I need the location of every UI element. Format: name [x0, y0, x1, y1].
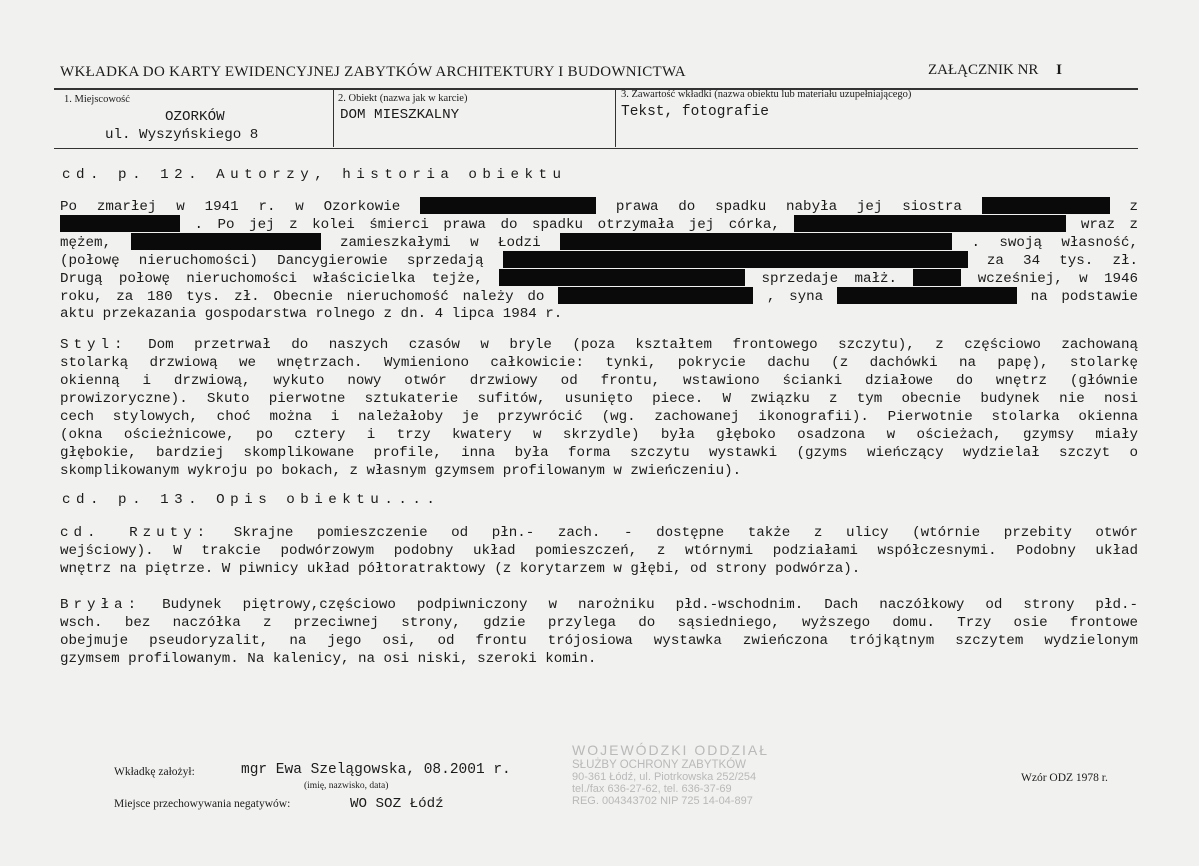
document-title: WKŁADKA DO KARTY EWIDENCYJNEJ ZABYTKÓW ARCHITEKTURY I BUDOWNICTWA	[60, 64, 686, 80]
redaction	[558, 287, 753, 304]
style-line-2: stolarką drzwiową we wnętrzach. Wymieniono całkowicie: tynki, pokrycie dachu (z dachówki na papę), stolarkę	[60, 355, 1138, 371]
history-line-4: (połowę nieruchomości) Dancygierowie sprzedają za 34 tys. zł.	[60, 253, 1138, 269]
annex-number: I	[1056, 62, 1062, 78]
redaction	[131, 233, 321, 250]
history-line-2: . Po jej z kolei śmierci prawa do spadku otrzymała jej córka, wraz z	[60, 215, 1138, 233]
redaction	[913, 269, 961, 286]
redaction	[420, 197, 596, 214]
mass-line-4: gzymsem profilowanym. Na kalenicy, na osi niski, szeroki komin.	[60, 651, 597, 667]
stamp-line-3: 90-361 Łódź, ul. Piotrkowska 252/254	[572, 771, 757, 783]
redaction	[837, 287, 1017, 304]
history-line-3: mężem, zamieszkałymi w Łodzi . swoją własność,	[60, 235, 1139, 251]
style-line-1: Styl: Dom przetrwał do naszych czasów w bryle (poza kształtem frontowego szczytu), z częściowo zachowaną	[60, 337, 1138, 353]
stamp-line-2: SŁUŻBY OCHRONY ZABYTKÓW	[572, 759, 747, 771]
plans-line-3: wnętrz na piętrze. W piwnicy układ półtoratraktowy (z korytarzem w głębi, od strony podwórza).	[60, 561, 861, 577]
history-heading: cd. p. 12. Autorzy, historia obiektu	[62, 167, 567, 183]
field-divider-2	[615, 89, 616, 147]
author-label: Wkładkę założył:	[114, 766, 195, 778]
history-line-6: roku, za 180 tys. zł. Obecnie nieruchomość należy do , syna na podstawie	[60, 289, 1139, 305]
style-line-4: prowizoryczne). Skuto pierwotne sztukaterie sufitów, usunięto piece. W związku z tym obecnie budynek nie nosi	[60, 391, 1138, 407]
office-stamp	[572, 742, 769, 807]
history-paragraph	[60, 197, 1138, 323]
locality-label: 1. Miejscowość	[64, 94, 130, 105]
fields-bottom-rule	[54, 148, 1138, 149]
mass-label: Bryła:	[60, 597, 142, 613]
field-divider-1	[333, 89, 334, 147]
history-line-7: aktu przekazania gospodarstwa rolnego z dn. 4 lipca 1984 r.	[60, 306, 563, 322]
street-value: ul. Wyszyńskiego 8	[105, 127, 259, 143]
redaction	[982, 197, 1110, 214]
negatives-label: Miejsce przechowywania negatywów:	[114, 798, 291, 810]
plans-label: cd. Rzuty:	[60, 525, 211, 541]
redaction	[560, 233, 952, 250]
history-line-1: Po zmarłej w 1941 r. w Ozorkowie prawa do spadku nabyła jej siostra z	[60, 199, 1139, 215]
form-model: Wzór ODZ 1978 r.	[1021, 772, 1108, 784]
mass-line-1: Bryła: Budynek piętrowy,częściowo podpiwniczony w narożniku płd.-wschodnim. Dach naczółkowy od strony płd.-	[60, 597, 1138, 613]
header-top-rule	[54, 88, 1138, 90]
plans-line-2: wejściowy). W trakcie podwórzowym podobny układ pomieszczeń, z wtórnymi podziałami współczesnymi. Podobny układ	[60, 543, 1138, 559]
mass-line-2: wsch. bez naczółka z przeciwnej strony, gdzie przylega do sąsiedniego, wyższego domu. Trzy osie frontowe	[60, 615, 1138, 631]
negatives-value: WO SOZ Łódź	[350, 796, 444, 812]
plans-paragraph	[60, 524, 1138, 578]
style-line-5: cech stylowych, choć można i należałoby je przywrócić (wg. zachowanej ikonografii). Pierwotnie stolarka okienna	[60, 409, 1138, 425]
annex-label	[928, 62, 1062, 79]
stamp-line-5: REG. 004343702 NIP 725 14-04-897	[572, 795, 753, 807]
redaction	[503, 251, 968, 268]
locality-value: OZORKÓW	[165, 109, 225, 125]
stamp-line-1: WOJEWÓDZKI ODDZIAŁ	[572, 742, 769, 758]
content-value: Tekst, fotografie	[621, 104, 769, 120]
style-line-3: okienną i drzwiową, wykuto nowy otwór drzwiowy od frontu, wstawiono ścianki działowe do wnętrz (głównie	[60, 373, 1138, 389]
author-caption: (imię, nazwisko, data)	[304, 781, 389, 791]
redaction	[499, 269, 745, 286]
annex-label-text: ZAŁĄCZNIK NR	[928, 62, 1039, 78]
content-label: 3. Zawartość wkładki (nazwa obiektu lub materiału uzupełniającego)	[621, 89, 912, 100]
mass-paragraph	[60, 596, 1138, 668]
plans-line-1: cd. Rzuty: Skrajne pomieszczenie od płn.- zach. - dostępne także z ulicy (wtórnie przebity otwór	[60, 525, 1138, 541]
style-line-8: skomplikowanym wykroju po bokach, z własnym gzymsem profilowanym w zwieńczeniu).	[60, 463, 742, 479]
style-paragraph	[60, 336, 1138, 480]
style-line-6: (okna ościeżnicowe, po cztery i trzy kwatery w skrzydle) była głęboko osadzona w ościeżach, gzymsy miały	[60, 427, 1138, 443]
author-value: mgr Ewa Szelągowska, 08.2001 r.	[241, 762, 511, 778]
style-line-7: głębokie, bardziej skomplikowane profile, inna była forma szczytu wystawki (gzyms wieńczący wydzielał szczyt o	[60, 445, 1138, 461]
description-heading: cd. p. 13. Opis obiektu....	[62, 492, 441, 508]
redaction	[60, 215, 180, 232]
stamp-line-4: tel./fax 636-27-62, tel. 636-37-69	[572, 783, 732, 795]
style-label: Styl:	[60, 337, 128, 353]
redaction	[794, 215, 1066, 232]
object-value: DOM MIESZKALNY	[340, 107, 460, 123]
history-line-5: Drugą połowę nieruchomości właścicielka tejże, sprzedaje małż. wcześniej, w 1946	[60, 271, 1139, 287]
object-label: 2. Obiekt (nazwa jak w karcie)	[338, 93, 468, 104]
mass-line-3: obejmuje pseudoryzalit, na jego osi, od frontu trójosiowa wystawka zwieńczona trójkątnym szczytem wydzielonym	[60, 633, 1138, 649]
